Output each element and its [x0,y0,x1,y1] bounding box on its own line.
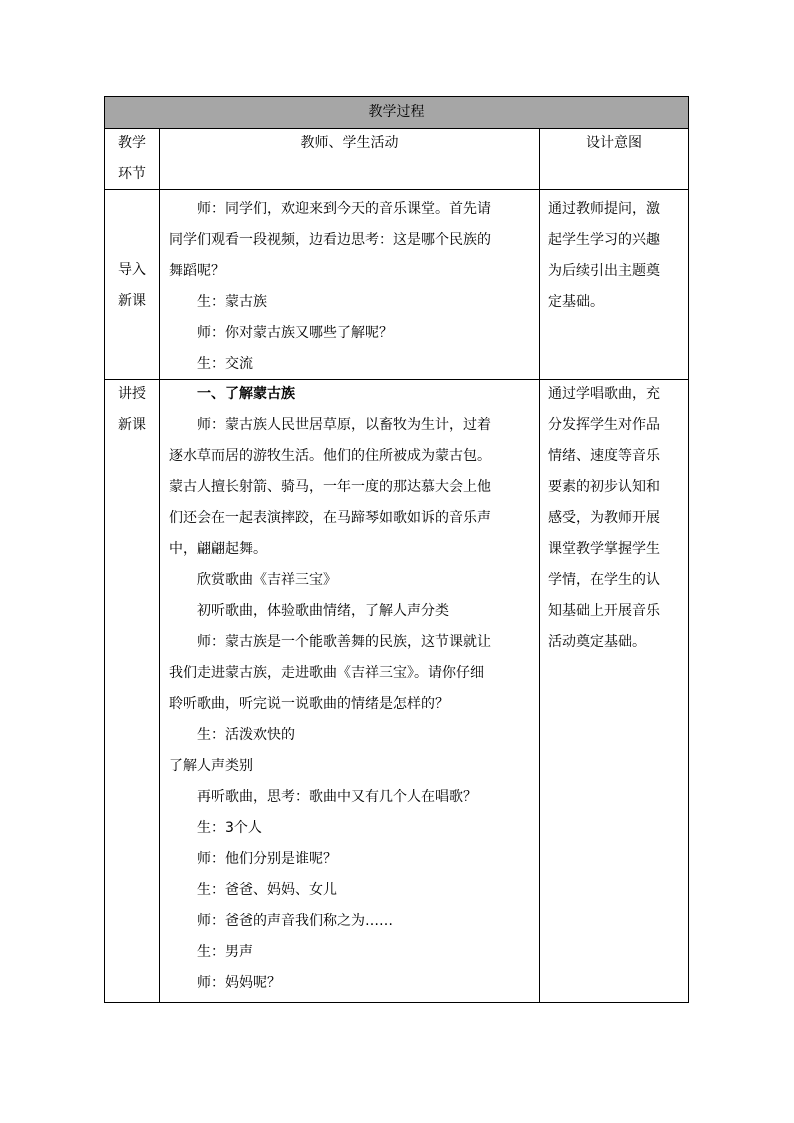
row1-stage: 导入 新课 [118,262,146,309]
row1-design: 通过教师提问，激 起学生学习的兴趣 为后续引出主题奠 定基础。 [548,201,660,310]
text-line: 生：活泼欢快的 [197,727,295,743]
text-line: 了解人声类别 [169,758,253,774]
text-line: 师：蒙古族是一个能歌善舞的民族，这节课就让 [197,634,491,650]
text-line: 欣赏歌曲《吉祥三宝》 [197,572,337,588]
row2-activity [169,379,537,999]
row1-activity [169,194,537,380]
text-line: 生：男声 [197,944,253,960]
text-line: 生：交流 [197,356,253,372]
text-line: 初听歌曲，体验歌曲情绪，了解人声分类 [197,603,449,619]
text-line: 生：爸爸、妈妈、女儿 [197,882,337,898]
text-line: 再听歌曲，思考：歌曲中又有几个人在唱歌？ [197,789,477,805]
row2-design: 通过学唱歌曲，充 分发挥学生对作品 情绪、速度等音乐 要素的初步认知和 感受，为教师开展 课堂教学掌握学生 学情，在学生的认 知基础上开展音乐 活动奠定基础。 [548,386,660,650]
header-stage: 教学 环节 [118,135,146,182]
text-line: 师：蒙古族人民世居草原，以畜牧为生计，过着 [197,417,491,433]
text-line: 逐水草而居的游牧生活。他们的住所被成为蒙古包。 [169,448,491,464]
text-line: 师：同学们，欢迎来到今天的音乐课堂。首先请 [197,201,491,217]
grid-line [159,128,160,1002]
header-activity: 教师、学生活动 [300,135,399,151]
header-design: 设计意图 [586,135,642,151]
text-line: 中，翩翩起舞。 [169,541,267,557]
grid-line [105,189,688,190]
text-line: 师：他们分别是谁呢？ [197,851,337,867]
text-line: 生：3个人 [197,820,262,836]
text-line: 同学们观看一段视频，边看边思考：这是哪个民族的 [169,232,491,248]
grid-line [539,128,540,1002]
text-line: 们还会在一起表演摔跤，在马蹄琴如歌如诉的音乐声 [169,510,491,526]
table-title-bar [105,97,688,128]
text-line: 生：蒙古族 [197,294,267,310]
text-line: 舞蹈呢？ [169,263,225,279]
text-line: 蒙古人擅长射箭、骑马，一年一度的那达慕大会上他 [169,479,491,495]
text-line: 聆听歌曲，听完说一说歌曲的情绪是怎样的？ [169,696,449,712]
text-line: 师：你对蒙古族又哪些了解呢？ [197,325,393,341]
section-heading: 一、了解蒙古族 [197,386,295,402]
text-line: 师：妈妈呢？ [197,975,281,991]
text-line: 师：爸爸的声音我们称之为…… [197,913,393,929]
table-title: 教学过程 [368,104,425,120]
teaching-process-table [104,96,689,1003]
row2-stage: 讲授 新课 [118,386,146,433]
text-line: 我们走进蒙古族，走进歌曲《吉祥三宝》。请你仔细 [169,665,484,681]
